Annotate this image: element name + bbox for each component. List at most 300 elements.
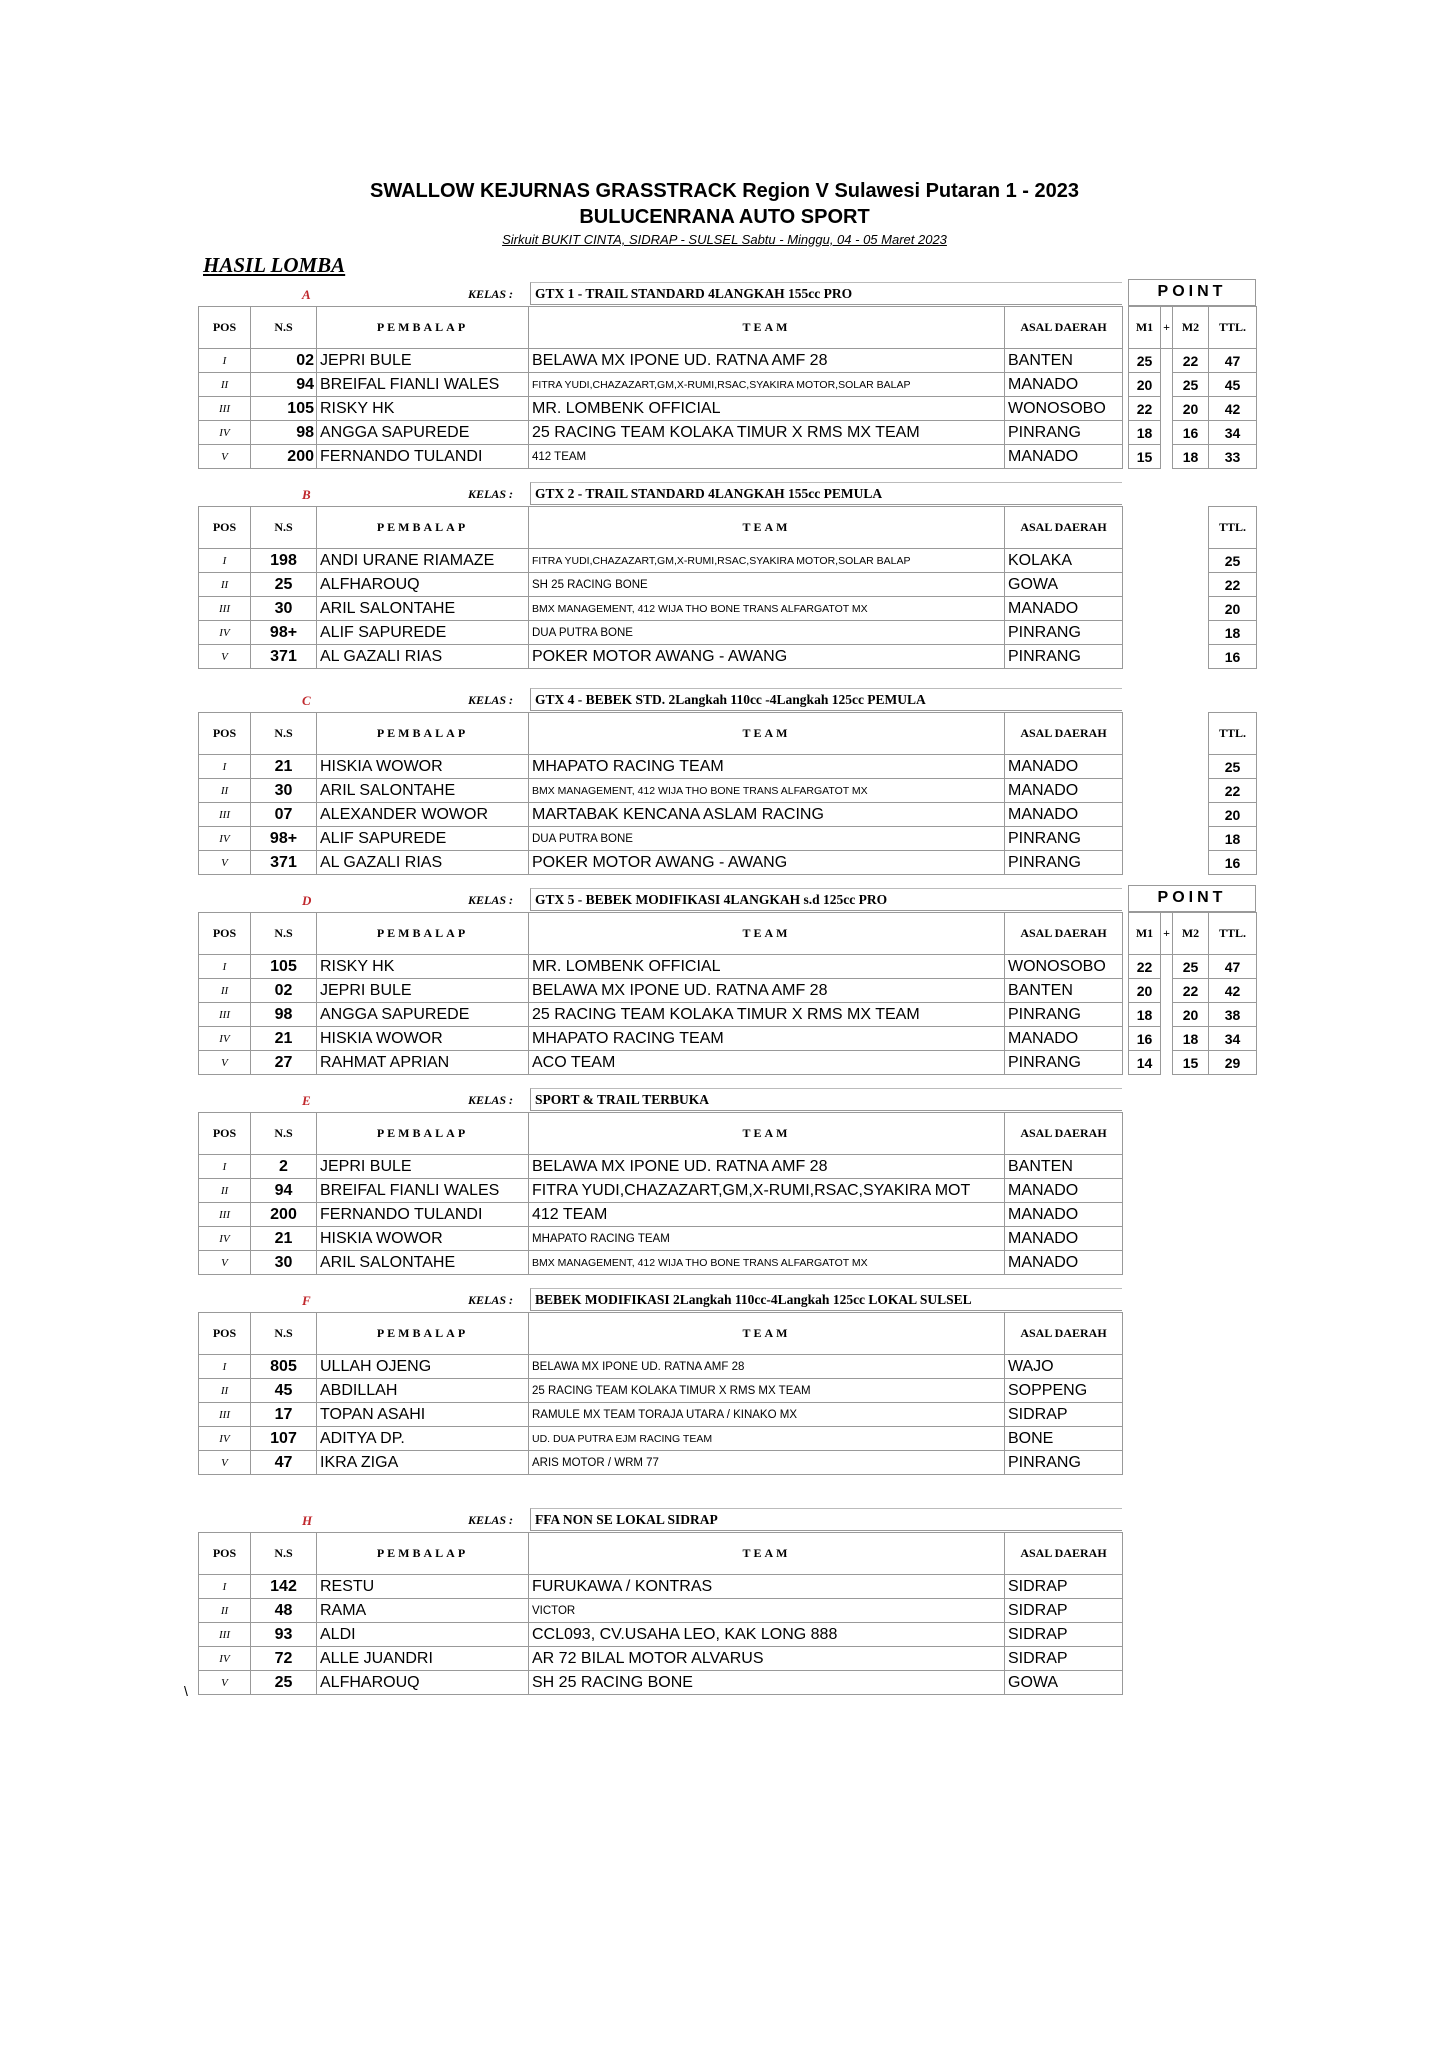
table-row [199,1575,1123,1599]
team-cell: BMX MANAGEMENT, 412 WIJA THO BONE TRANS ALFARGATOT MX [529,1251,1005,1275]
pos-cell: I [199,955,251,979]
ttl-cell: 18 [1209,621,1257,645]
asal-cell: SIDRAP [1005,1647,1123,1671]
ttl-cell: 47 [1209,955,1257,979]
col-m1: M1 [1129,307,1161,349]
results-table [198,1532,1123,1695]
ns-cell: 94 [251,373,317,397]
pos-cell: II [199,979,251,1003]
ttl-cell: 29 [1209,1051,1257,1075]
ns-cell: 07 [251,803,317,827]
col-pos: POS [199,1533,251,1575]
pos-cell: IV [199,421,251,445]
table-row [199,1203,1123,1227]
rider-name: JEPRI BULE [317,1155,529,1179]
table-header-row [199,913,1257,955]
team-cell: ARIS MOTOR / WRM 77 [529,1451,1005,1475]
team-cell: 25 RACING TEAM KOLAKA TIMUR X RMS MX TEAM [529,421,1005,445]
table-row [199,1251,1123,1275]
m1-cell: 18 [1129,1003,1161,1027]
pos-cell: III [199,1623,251,1647]
rider-name: ARIL SALONTAHE [317,779,529,803]
m2-cell: 25 [1173,955,1209,979]
pos-cell: I [199,755,251,779]
table-row [199,1427,1123,1451]
col-team: TEAM [529,1533,1005,1575]
col-ns: N.S [251,1533,317,1575]
pos-cell: V [199,645,251,669]
team-cell: MR. LOMBENK OFFICIAL [529,955,1005,979]
team-cell: BMX MANAGEMENT, 412 WIJA THO BONE TRANS ALFARGATOT MX [529,597,1005,621]
ns-cell: 98+ [251,621,317,645]
col-pembalap: PEMBALAP [317,1113,529,1155]
col-pos: POS [199,507,251,549]
pos-cell: III [199,397,251,421]
ns-cell: 02 [251,979,317,1003]
col-asal: ASAL DAERAH [1005,507,1123,549]
pos-cell: I [199,1355,251,1379]
table-row [199,1671,1123,1695]
col-ttl: TTL. [1209,913,1257,955]
col-pos: POS [199,1313,251,1355]
table-row [199,1027,1257,1051]
table-row [199,1051,1257,1075]
col-pembalap: PEMBALAP [317,713,529,755]
section-letter: B [302,487,311,502]
ns-cell: 371 [251,851,317,875]
section-f [198,1288,1123,1475]
col-asal: ASAL DAERAH [1005,1113,1123,1155]
ns-cell: 2 [251,1155,317,1179]
pos-cell: II [199,1179,251,1203]
team-cell: DUA PUTRA BONE [529,621,1005,645]
team-cell: 25 RACING TEAM KOLAKA TIMUR X RMS MX TEAM [529,1003,1005,1027]
ns-cell: 25 [251,1671,317,1695]
ns-cell: 93 [251,1623,317,1647]
table-row [199,1379,1123,1403]
rider-name: RISKY HK [317,397,529,421]
section-b [198,482,1257,669]
ns-cell: 21 [251,1227,317,1251]
section-letter: H [302,1513,313,1528]
ns-cell: 47 [251,1451,317,1475]
asal-cell: SIDRAP [1005,1599,1123,1623]
rider-name: ALFHAROUQ [317,573,529,597]
team-cell: 412 TEAM [529,1203,1005,1227]
ns-cell: 02 [251,349,317,373]
m1-cell: 18 [1129,421,1161,445]
rider-name: ALDI [317,1623,529,1647]
rider-name: HISKIA WOWOR [317,1227,529,1251]
ttl-cell: 25 [1209,549,1257,573]
col-pos: POS [199,913,251,955]
pos-cell: IV [199,1027,251,1051]
m1-cell: 20 [1129,373,1161,397]
ttl-cell: 22 [1209,573,1257,597]
col-team: TEAM [529,1113,1005,1155]
pos-cell: III [199,1203,251,1227]
asal-cell: WAJO [1005,1355,1123,1379]
rider-name: ULLAH OJENG [317,1355,529,1379]
ttl-cell: 33 [1209,445,1257,469]
rider-name: IKRA ZIGA [317,1451,529,1475]
table-row [199,803,1257,827]
ns-cell: 21 [251,755,317,779]
section-letter: D [302,893,312,908]
col-team: TEAM [529,713,1005,755]
results-table [198,912,1257,1075]
results-table [198,712,1257,875]
asal-cell: GOWA [1005,573,1123,597]
col-pembalap: PEMBALAP [317,1533,529,1575]
class-title: FFA NON SE LOKAL SIDRAP [530,1508,1122,1531]
team-cell: FITRA YUDI,CHAZAZART,GM,X-RUMI,RSAC,SYAKIRA MOTOR,SOLAR BALAP [529,549,1005,573]
pos-cell: IV [199,621,251,645]
asal-cell: BONE [1005,1427,1123,1451]
pos-cell: II [199,1379,251,1403]
table-row [199,1403,1123,1427]
section-c [198,688,1257,875]
team-cell: POKER MOTOR AWANG - AWANG [529,645,1005,669]
section-d [198,888,1257,1075]
rider-name: JEPRI BULE [317,979,529,1003]
table-row [199,851,1257,875]
kelas-label: KELAS : [468,893,514,907]
team-cell: POKER MOTOR AWANG - AWANG [529,851,1005,875]
ns-cell: 72 [251,1647,317,1671]
section-letter: E [302,1093,311,1108]
pos-cell: IV [199,1647,251,1671]
asal-cell: MANADO [1005,803,1123,827]
col-ns: N.S [251,1313,317,1355]
rider-name: HISKIA WOWOR [317,755,529,779]
rider-name: ANDI URANE RIAMAZE [317,549,529,573]
asal-cell: BANTEN [1005,1155,1123,1179]
asal-cell: MANADO [1005,1227,1123,1251]
rider-name: BREIFAL FIANLI WALES [317,373,529,397]
table-row [199,1623,1123,1647]
table-row [199,779,1257,803]
rider-name: ALFHAROUQ [317,1671,529,1695]
rider-name: HISKIA WOWOR [317,1027,529,1051]
class-line [198,1288,1123,1312]
pos-cell: V [199,851,251,875]
kelas-label: KELAS : [468,693,514,707]
asal-cell: GOWA [1005,1671,1123,1695]
pos-cell: III [199,803,251,827]
team-cell: SH 25 RACING BONE [529,1671,1005,1695]
team-cell: BMX MANAGEMENT, 412 WIJA THO BONE TRANS ALFARGATOT MX [529,779,1005,803]
team-cell: VICTOR [529,1599,1005,1623]
rider-name: RESTU [317,1575,529,1599]
table-row [199,445,1257,469]
class-title: SPORT & TRAIL TERBUKA [530,1088,1122,1111]
team-cell: 412 TEAM [529,445,1005,469]
col-ns: N.S [251,507,317,549]
col-pos: POS [199,713,251,755]
pos-cell: V [199,1671,251,1695]
team-cell: CCL093, CV.USAHA LEO, KAK LONG 888 [529,1623,1005,1647]
venue-line: Sirkuit BUKIT CINTA, SIDRAP - SULSEL Sabtu - Minggu, 04 - 05 Maret 2023 [502,232,947,247]
kelas-label: KELAS : [468,1293,514,1307]
table-row [199,827,1257,851]
asal-cell: KOLAKA [1005,549,1123,573]
m2-cell: 18 [1173,1027,1209,1051]
table-row [199,1179,1123,1203]
asal-cell: MANADO [1005,597,1123,621]
table-row [199,1599,1123,1623]
team-cell: BELAWA MX IPONE UD. RATNA AMF 28 [529,979,1005,1003]
asal-cell: MANADO [1005,755,1123,779]
team-cell: BELAWA MX IPONE UD. RATNA AMF 28 [529,1355,1005,1379]
col-pos: POS [199,307,251,349]
rider-name: AL GAZALI RIAS [317,645,529,669]
ttl-cell: 47 [1209,349,1257,373]
col-team: TEAM [529,307,1005,349]
results-table [198,1312,1123,1475]
table-row [199,1155,1123,1179]
class-line [198,482,1257,506]
asal-cell: MANADO [1005,1203,1123,1227]
col-team: TEAM [529,913,1005,955]
ttl-cell: 34 [1209,421,1257,445]
table-row [199,573,1257,597]
ns-cell: 142 [251,1575,317,1599]
ttl-cell: 45 [1209,373,1257,397]
col-asal: ASAL DAERAH [1005,307,1123,349]
pos-cell: III [199,597,251,621]
table-row [199,1451,1123,1475]
col-ttl: TTL. [1209,713,1257,755]
table-row [199,597,1257,621]
document-subtitle: BULUCENRANA AUTO SPORT [579,206,870,228]
team-cell: DUA PUTRA BONE [529,827,1005,851]
rider-name: ARIL SALONTAHE [317,597,529,621]
col-m2: M2 [1173,913,1209,955]
stray-mark: \ [184,1683,188,1699]
asal-cell: SOPPENG [1005,1379,1123,1403]
m2-cell: 22 [1173,349,1209,373]
pos-cell: II [199,573,251,597]
kelas-label: KELAS : [468,487,514,501]
table-row [199,1647,1123,1671]
ttl-cell: 20 [1209,597,1257,621]
pos-cell: V [199,1051,251,1075]
pos-cell: V [199,1451,251,1475]
col-asal: ASAL DAERAH [1005,1533,1123,1575]
kelas-label: KELAS : [468,1513,514,1527]
m1-cell: 14 [1129,1051,1161,1075]
rider-name: ALLE JUANDRI [317,1647,529,1671]
ns-cell: 98 [251,1003,317,1027]
ttl-cell: 34 [1209,1027,1257,1051]
team-cell: MHAPATO RACING TEAM [529,1027,1005,1051]
asal-cell: PINRANG [1005,421,1123,445]
ns-cell: 107 [251,1427,317,1451]
section-h [198,1508,1123,1695]
table-header-row [199,507,1257,549]
class-title: GTX 4 - BEBEK STD. 2Langkah 110cc -4Langkah 125cc PEMULA [530,688,1122,711]
point-header: POINT [1128,885,1256,912]
pos-cell: I [199,349,251,373]
ns-cell: 25 [251,573,317,597]
ttl-cell: 25 [1209,755,1257,779]
section-letter: F [302,1293,311,1308]
col-ns: N.S [251,307,317,349]
kelas-label: KELAS : [468,287,514,301]
col-ns: N.S [251,713,317,755]
m1-cell: 20 [1129,979,1161,1003]
rider-name: ABDILLAH [317,1379,529,1403]
m1-cell: 22 [1129,397,1161,421]
m2-cell: 22 [1173,979,1209,1003]
asal-cell: MANADO [1005,373,1123,397]
col-ttl: TTL. [1209,507,1257,549]
m2-cell: 20 [1173,1003,1209,1027]
pos-cell: I [199,1155,251,1179]
asal-cell: MANADO [1005,1027,1123,1051]
m2-cell: 16 [1173,421,1209,445]
col-plus: + [1161,307,1173,349]
ttl-cell: 42 [1209,397,1257,421]
ns-cell: 30 [251,779,317,803]
asal-cell: WONOSOBO [1005,955,1123,979]
table-row [199,349,1257,373]
m1-cell: 15 [1129,445,1161,469]
class-line [198,1088,1123,1112]
asal-cell: SIDRAP [1005,1575,1123,1599]
team-cell: UD. DUA PUTRA EJM RACING TEAM [529,1427,1005,1451]
team-cell: AR 72 BILAL MOTOR ALVARUS [529,1647,1005,1671]
col-plus: + [1161,913,1173,955]
section-letter: A [302,287,311,302]
rider-name: ALEXANDER WOWOR [317,803,529,827]
table-row [199,373,1257,397]
rider-name: RAMA [317,1599,529,1623]
table-row [199,645,1257,669]
kelas-label: KELAS : [468,1093,514,1107]
results-table [198,306,1257,469]
col-team: TEAM [529,1313,1005,1355]
rider-name: RAHMAT APRIAN [317,1051,529,1075]
ns-cell: 98+ [251,827,317,851]
rider-name: JEPRI BULE [317,349,529,373]
document-title: SWALLOW KEJURNAS GRASSTRACK Region V Sulawesi Putaran 1 - 2023 [369,180,1079,202]
table-row [199,1003,1257,1027]
point-header: POINT [1128,279,1256,306]
rider-name: TOPAN ASAHI [317,1403,529,1427]
table-row [199,421,1257,445]
rider-name: ADITYA DP. [317,1427,529,1451]
table-row [199,1227,1123,1251]
col-ns: N.S [251,913,317,955]
table-row [199,397,1257,421]
rider-name: AL GAZALI RIAS [317,851,529,875]
asal-cell: BANTEN [1005,979,1123,1003]
pos-cell: II [199,1599,251,1623]
rider-name: ALIF SAPUREDE [317,827,529,851]
ns-cell: 48 [251,1599,317,1623]
pos-cell: I [199,1575,251,1599]
m2-cell: 18 [1173,445,1209,469]
rider-name: RISKY HK [317,955,529,979]
col-team: TEAM [529,507,1005,549]
hasil-lomba-heading: HASIL LOMBA [203,253,346,277]
ns-cell: 200 [251,1203,317,1227]
rider-name: ANGGA SAPUREDE [317,421,529,445]
class-line [198,688,1257,712]
ns-cell: 17 [251,1403,317,1427]
ns-cell: 94 [251,1179,317,1203]
pos-cell: II [199,779,251,803]
ttl-cell: 38 [1209,1003,1257,1027]
asal-cell: WONOSOBO [1005,397,1123,421]
table-row [199,1355,1123,1379]
rider-name: FERNANDO TULANDI [317,445,529,469]
ttl-cell: 18 [1209,827,1257,851]
m1-cell: 16 [1129,1027,1161,1051]
ttl-cell: 16 [1209,645,1257,669]
ns-cell: 98 [251,421,317,445]
ttl-cell: 22 [1209,779,1257,803]
table-row [199,755,1257,779]
rider-name: ARIL SALONTAHE [317,1251,529,1275]
results-table [198,506,1257,669]
asal-cell: SIDRAP [1005,1403,1123,1427]
col-pembalap: PEMBALAP [317,507,529,549]
pos-cell: IV [199,827,251,851]
ns-cell: 30 [251,1251,317,1275]
ns-cell: 30 [251,597,317,621]
team-cell: 25 RACING TEAM KOLAKA TIMUR X RMS MX TEAM [529,1379,1005,1403]
ttl-cell: 16 [1209,851,1257,875]
asal-cell: PINRANG [1005,1051,1123,1075]
results-table [198,1112,1123,1275]
team-cell: FITRA YUDI,CHAZAZART,GM,X-RUMI,RSAC,SYAKIRA MOT [529,1179,1005,1203]
table-row [199,549,1257,573]
class-line [198,282,1257,306]
class-title: GTX 1 - TRAIL STANDARD 4LANGKAH 155cc PRO [530,282,1122,305]
class-title: GTX 2 - TRAIL STANDARD 4LANGKAH 155cc PEMULA [530,482,1122,505]
col-asal: ASAL DAERAH [1005,913,1123,955]
m1-cell: 25 [1129,349,1161,373]
col-pembalap: PEMBALAP [317,1313,529,1355]
asal-cell: PINRANG [1005,827,1123,851]
table-header-row [199,1533,1123,1575]
pos-cell: V [199,1251,251,1275]
team-cell: MHAPATO RACING TEAM [529,755,1005,779]
team-cell: RAMULE MX TEAM TORAJA UTARA / KINAKO MX [529,1403,1005,1427]
asal-cell: PINRANG [1005,851,1123,875]
asal-cell: SIDRAP [1005,1623,1123,1647]
asal-cell: PINRANG [1005,1003,1123,1027]
table-header-row [199,1313,1123,1355]
asal-cell: PINRANG [1005,1451,1123,1475]
m1-cell: 22 [1129,955,1161,979]
asal-cell: MANADO [1005,779,1123,803]
ttl-cell: 42 [1209,979,1257,1003]
pos-cell: IV [199,1227,251,1251]
team-cell: MARTABAK KENCANA ASLAM RACING [529,803,1005,827]
class-line [198,888,1257,912]
pos-cell: I [199,549,251,573]
team-cell: MHAPATO RACING TEAM [529,1227,1005,1251]
team-cell: FURUKAWA / KONTRAS [529,1575,1005,1599]
table-header-row [199,1113,1123,1155]
m2-cell: 25 [1173,373,1209,397]
col-pos: POS [199,1113,251,1155]
ns-cell: 805 [251,1355,317,1379]
